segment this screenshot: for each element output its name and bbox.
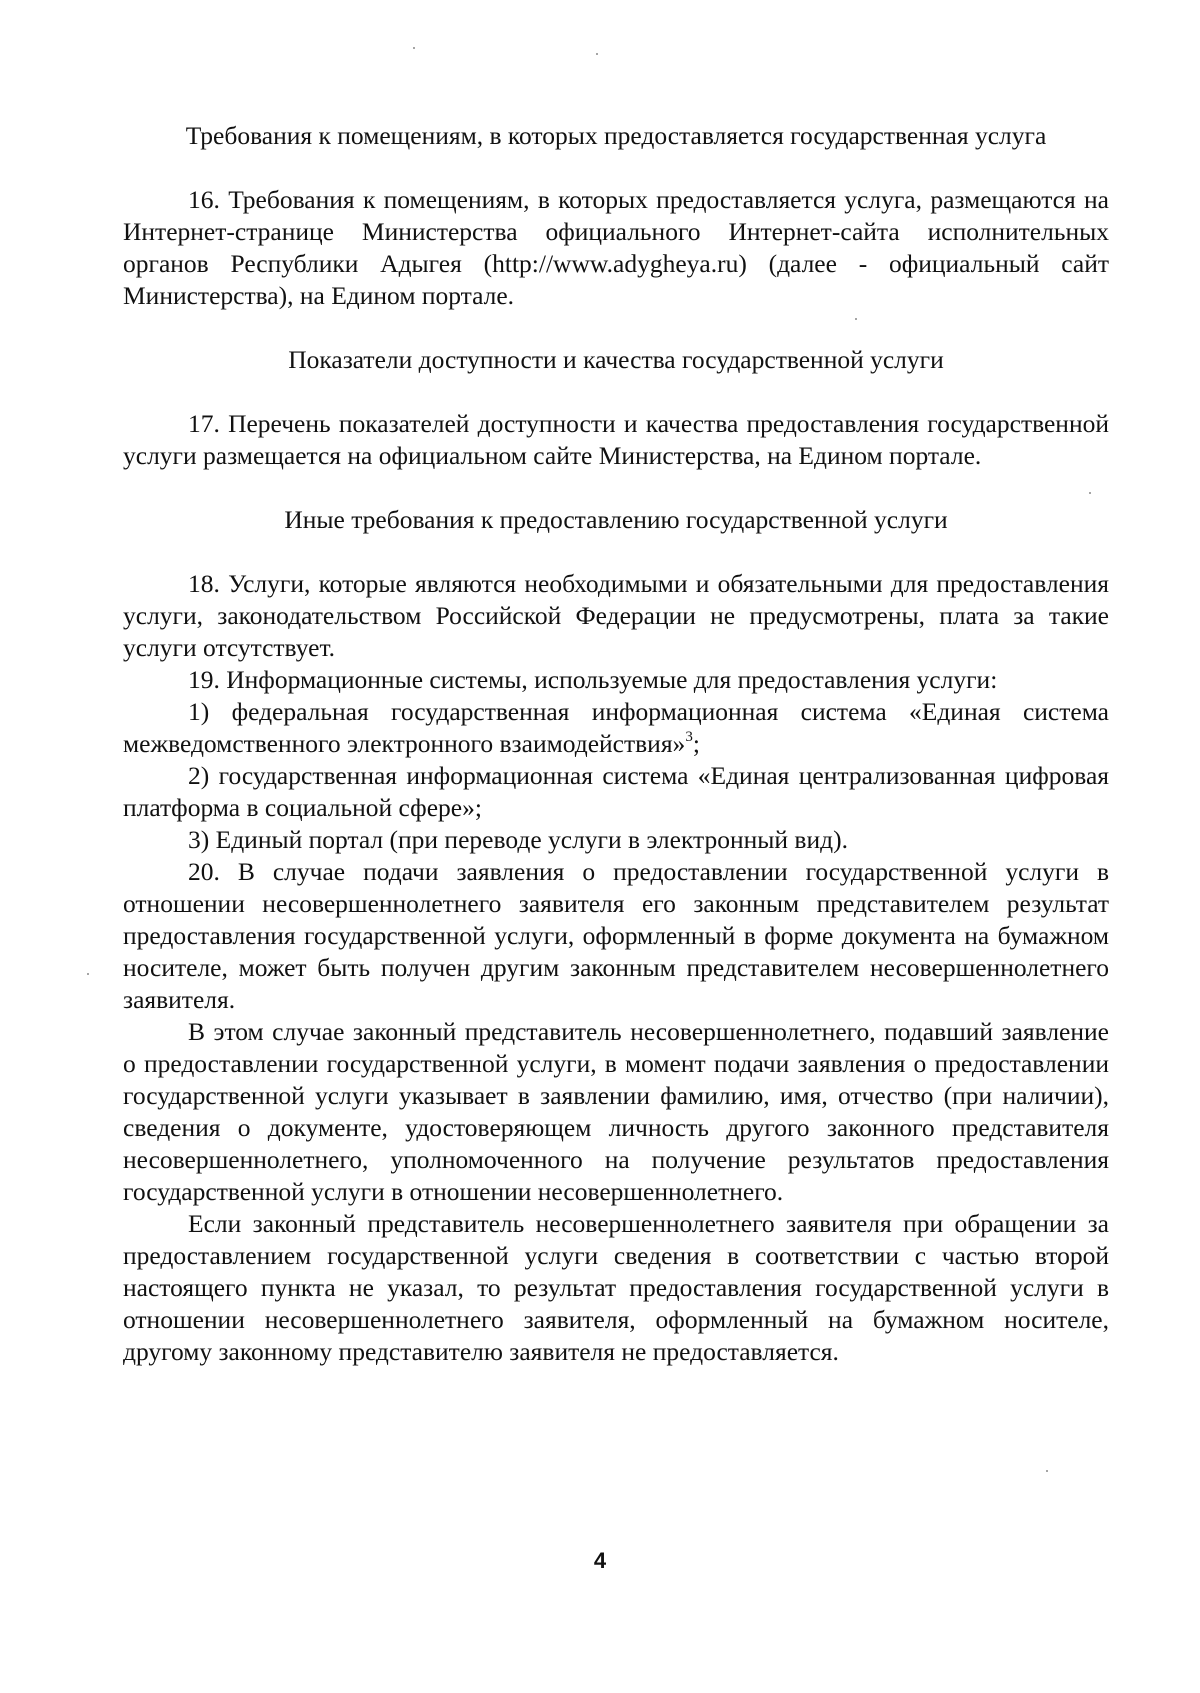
paragraph-20-part-2: В этом случае законный представитель несовершеннолетнего, подавший заявление о предоставлении государственной услуги, в момент подачи заявления о предоставлении государственной услуги указывает в заявлении фамилию, имя, отчество (при наличии), сведения о документе, удостоверяющем личность другого законного представителя несовершеннолетнего, уполномоченного на получение результатов предоставления государственной услуги в отношении несовершеннолетнего. <box>123 1017 1109 1206</box>
paragraph-19: 19. Информационные системы, используемые для предоставления услуги: <box>188 665 998 694</box>
scan-speck <box>1046 1470 1048 1472</box>
scan-speck <box>87 973 89 975</box>
scan-speck <box>413 47 415 49</box>
footnote-reference: 3 <box>685 728 693 745</box>
paragraph-18: 18. Услуги, которые являются необходимыми и обязательными для предоставления услуги, законодательством Российской Федерации не предусмотрены, плата за такие услуги отсутствует. <box>123 569 1109 662</box>
section-heading-other-requirements: Иные требования к предоставлению государственной услуги <box>284 505 948 534</box>
list-item-1-text: 1) федеральная государственная информационная система «Единая система межведомственного электронного взаимодействия» <box>123 697 1109 758</box>
list-item-1 <box>123 696 1109 760</box>
paragraph-16: 16. Требования к помещениям, в которых предоставляется услуга, размещаются на Интернет-странице Министерства официального Интернет-сайта исполнительных органов Республики Адыгея (http://www.adygheya.ru) (далее - официальный сайт Министерства), на Едином портале. <box>123 185 1109 310</box>
paragraph-20: 20. В случае подачи заявления о предоставлении государственной услуги в отношении несовершеннолетнего заявителя его законным представителем результат предоставления государственной услуги, оформленный в форме документа на бумажном носителе, может быть получен другим законным представителем несовершеннолетнего заявителя. <box>123 857 1109 1014</box>
scan-speck <box>596 53 598 55</box>
list-item-1-tail: ; <box>692 729 700 758</box>
paragraph-20-part-3: Если законный представитель несовершеннолетнего заявителя при обращении за предоставлением государственной услуги сведения в соответствии с частью второй настоящего пункта не указал, то результат предоставления государственной услуги в отношении несовершеннолетнего заявителя, оформленный на бумажном носителе, другому законному представителю заявителя не предоставляется. <box>123 1209 1109 1366</box>
section-heading-premises: Требования к помещениям, в которых предоставляется государственная услуга <box>185 121 1047 150</box>
list-item-2: 2) государственная информационная система «Единая централизованная цифровая платформа в социальной сфере»; <box>123 761 1109 822</box>
list-item-3: 3) Единый портал (при переводе услуги в электронный вид). <box>188 825 848 854</box>
paragraph-17: 17. Перечень показателей доступности и качества предоставления государственной услуги размещается на официальном сайте Министерства, на Едином портале. <box>123 409 1109 470</box>
document-body <box>123 120 1109 1368</box>
page-number: 4 <box>593 1548 607 1573</box>
section-heading-accessibility: Показатели доступности и качества государственной услуги <box>288 345 944 374</box>
